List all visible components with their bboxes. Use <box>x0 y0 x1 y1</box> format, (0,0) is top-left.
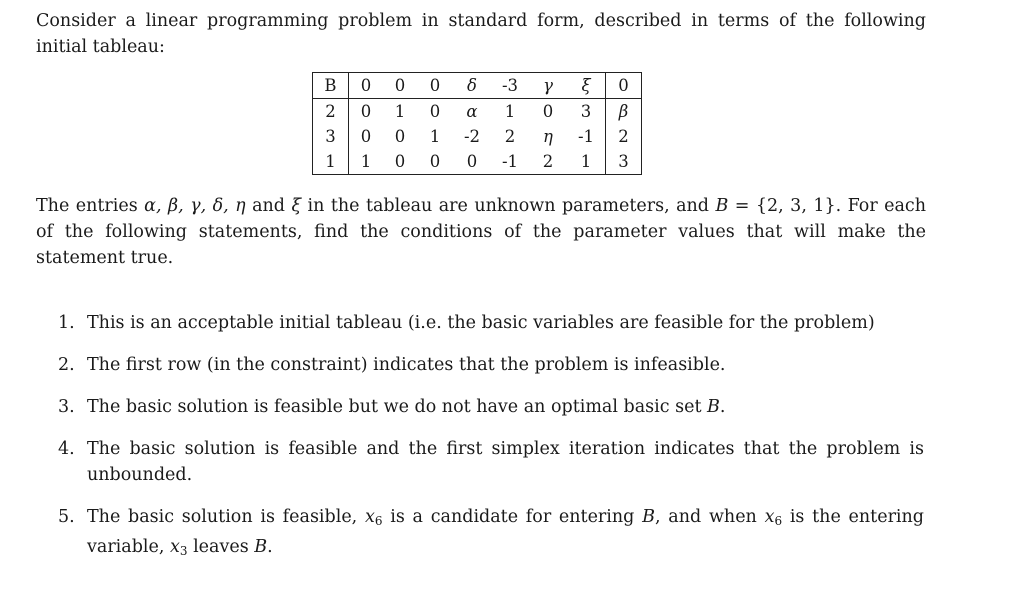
tableau-cell: 0 <box>429 102 441 121</box>
tableau-cell: -1 <box>567 124 606 149</box>
item-text: is a candidate for entering <box>382 507 643 527</box>
tableau-rhs-cell: 2 <box>618 127 629 146</box>
param-xi: ξ <box>291 196 302 216</box>
tableau-cell: -1 <box>501 152 519 171</box>
tableau-cell: 0 <box>542 102 554 121</box>
tableau-cell: 2 <box>504 127 516 146</box>
item-number: 5. <box>58 507 75 527</box>
tableau-basis-cell: B <box>313 73 349 99</box>
description-paragraph <box>36 193 926 271</box>
item-text: is the entering variable, <box>87 507 925 557</box>
var-x6: $x_6$ <box>764 507 783 528</box>
item-number: 3. <box>58 397 75 417</box>
tableau-row <box>313 73 642 99</box>
param-list: α, β, γ, δ, η <box>144 196 246 216</box>
item-text: The first row (in the constraint) indicates that the problem is infeasible. <box>87 355 726 375</box>
tableau-cell: 1 <box>504 102 516 121</box>
tableau-rhs-cell: 0 <box>606 73 642 99</box>
tableau-cell: 1 <box>567 149 606 175</box>
item-text: The basic solution is feasible but we do not have an optimal basic set <box>87 397 708 417</box>
tableau-row <box>313 149 642 175</box>
var-x3: $x_3$ <box>170 537 188 558</box>
tableau-row <box>313 99 642 125</box>
tableau-cell: δ <box>453 73 491 99</box>
tableau-cell: 1 <box>360 152 372 171</box>
item-number: 4. <box>58 439 75 459</box>
tableau-cell: α <box>466 102 478 121</box>
simplex-tableau <box>312 72 642 175</box>
tableau-cell: 0 <box>360 102 372 121</box>
basis-symbol: B <box>254 537 268 557</box>
tableau-cell: 2 <box>542 152 554 171</box>
tableau-cell: 0 <box>466 152 478 171</box>
tableau-cell: 1 <box>429 127 441 146</box>
item-text: The basic solution is feasible, <box>87 507 365 527</box>
tableau-basis-cell: 1 <box>313 149 349 175</box>
statement-list <box>58 310 924 580</box>
list-item <box>58 394 924 420</box>
list-item <box>58 504 924 564</box>
tableau-cell: 0 <box>429 152 441 171</box>
tableau-basis-cell: 2 <box>313 99 349 125</box>
var-x6: $x_6$ <box>364 507 383 528</box>
tableau-basis-cell: 3 <box>313 124 349 149</box>
item-number: 2. <box>58 355 75 375</box>
tableau-cell: 0 <box>417 73 453 99</box>
tableau-rhs-cell: β <box>618 102 629 121</box>
list-item <box>58 436 924 488</box>
item-text: This is an acceptable initial tableau (i.e. the basic variables are feasible for the problem) <box>87 313 875 333</box>
tableau-cell: 1 <box>394 102 406 121</box>
basis-symbol: B <box>707 397 720 417</box>
desc-text-2: and <box>245 196 292 216</box>
item-text: , and when <box>655 507 765 527</box>
tableau-cell: ξ <box>567 73 606 99</box>
item-text-end: . <box>719 397 726 417</box>
desc-text-4: = {2, 3, 1}. For each of the following statements, find the conditions of the parameter values that will make the statement true. <box>36 196 926 268</box>
desc-text-1: The entries <box>36 196 145 216</box>
item-number: 1. <box>58 313 75 333</box>
tableau-cell: 0 <box>394 152 406 171</box>
item-text: leaves <box>187 537 255 557</box>
tableau-cell: 0 <box>394 127 406 146</box>
basis-symbol: B <box>642 507 655 527</box>
tableau-cell: -3 <box>491 73 529 99</box>
tableau-cell: -2 <box>463 127 481 146</box>
list-item <box>58 352 924 378</box>
item-text-end: . <box>267 537 273 557</box>
intro-paragraph: Consider a linear programming problem in standard form, described in terms of the following initial tableau: <box>36 11 926 57</box>
list-item <box>58 310 924 336</box>
tableau-cell: γ <box>529 73 567 99</box>
tableau-cell: η <box>543 127 553 146</box>
tableau-cell: 0 <box>383 73 417 99</box>
tableau-cell: 0 <box>360 127 372 146</box>
desc-text-3: in the tableau are unknown parameters, and <box>301 196 716 216</box>
tableau-rhs-cell: 3 <box>618 152 629 171</box>
tableau-cell: 3 <box>567 99 606 125</box>
tableau-row <box>313 124 642 149</box>
tableau-cell: 0 <box>349 73 384 99</box>
basis-symbol: B <box>715 196 729 216</box>
item-text: The basic solution is feasible and the first simplex iteration indicates that the problem is unbounded. <box>87 439 924 485</box>
